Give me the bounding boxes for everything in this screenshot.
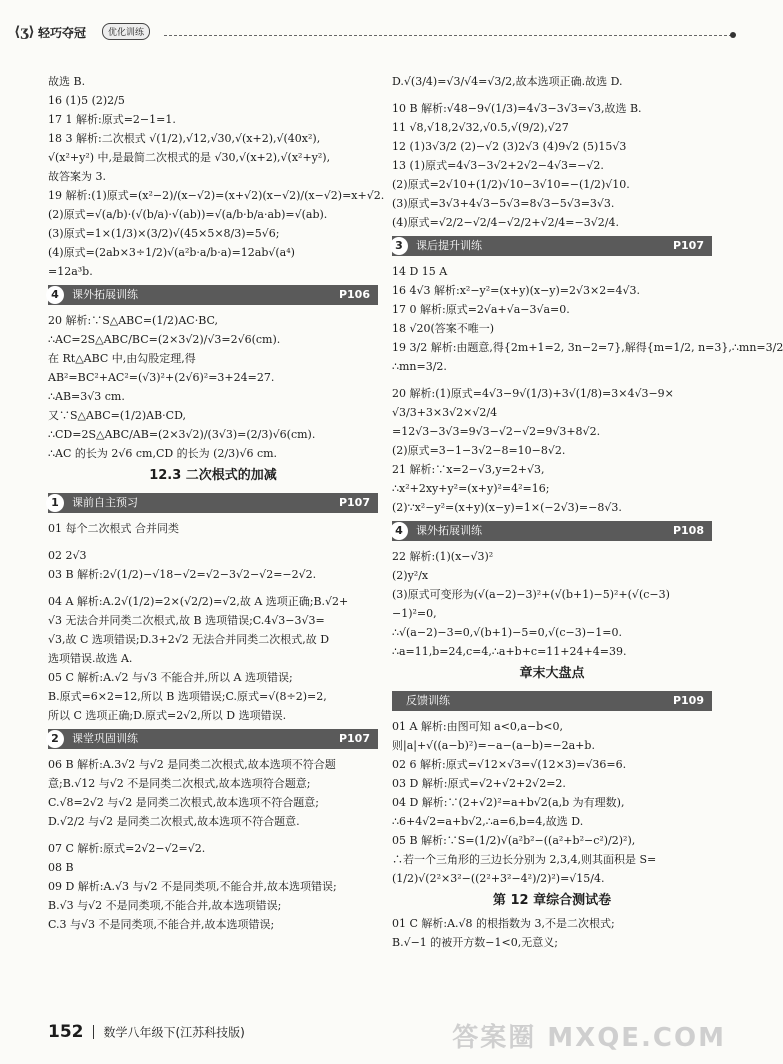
answer-line: 18 3 解析:二次根式 √(1/2),√12,√30,√(x+2),√(40x²), [48, 132, 321, 145]
brand-name: 轻巧夺冠 [38, 26, 87, 40]
section-banner [392, 691, 712, 711]
answer-line: 选项错误.故选 A. [48, 652, 133, 665]
answer-line: ∴AB=3√3 cm. [48, 390, 125, 403]
answer-line: 则|a|+√((a−b)²)=−a−(a−b)=−2a+b. [392, 739, 595, 752]
answer-line: ∴a=11,b=24,c=4,∴a+b+c=11+24+4=39. [392, 645, 627, 658]
answer-line: 所以 C 选项正确;D.原式=2√2,所以 D 选项错误. [48, 709, 287, 722]
answer-line: 11 √8,√18,2√32,√0.5,√(9/2),√27 [392, 121, 569, 134]
answer-line: 07 C 解析:原式=2√2−√2=√2. [48, 842, 206, 855]
answer-line: (4)原式=√2/2−√2/4−√2/2+√2/4=−3√2/4. [392, 216, 619, 229]
answer-line: 17 0 解析:原式=2√a+√a−3√a=0. [392, 303, 570, 316]
header-divider [164, 35, 732, 36]
answer-line: ∴x²+2xy+y²=(x+y)²=4²=16; [392, 482, 550, 495]
answer-line: 21 解析:∵x=2−√3,y=2+√3, [392, 463, 545, 476]
answer-line: =12a³b. [48, 265, 93, 278]
answer-line: 16 (1)5 (2)2/5 [48, 94, 125, 107]
answer-line: 20 解析:∵S△ABC=(1/2)AC·BC, [48, 314, 219, 327]
watermark-logo: 答案圈 MXQE.COM [452, 1023, 726, 1053]
answer-line: 05 B 解析:∵S=(1/2)√(a²b²−((a²+b²−c²)/2)²), [392, 834, 636, 847]
banner-page-ref: P107 [338, 496, 370, 509]
answer-line: 又∵S△ABC=(1/2)AB·CD, [48, 409, 187, 422]
section-banner [392, 521, 712, 541]
left-column [48, 72, 385, 934]
answer-line: 20 解析:(1)原式=4√3−9√(1/3)+3√(1/8)=3×4√3−9× [392, 387, 674, 400]
answer-line: 故选 B. [48, 75, 86, 88]
answer-line: 10 B 解析:√48−9√(1/3)=4√3−3√3=√3,故选 B. [392, 102, 642, 115]
answer-line: 09 D 解析:A.√3 与√2 不是同类项,不能合并,故本选项错误; [48, 880, 337, 893]
section-title: 第 12 章综合测试卷 [492, 893, 612, 908]
answer-line: 01 C 解析:A.√8 的根指数为 3,不是二次根式; [392, 917, 615, 930]
answer-line: (1/2)√(2²×3²−((2²+3²−4²)/2)²)=√15/4. [392, 872, 605, 885]
section-title: 12.3 二次根式的加减 [149, 468, 277, 483]
answer-line: 03 D 解析:原式=√2+√2+2√2=2. [392, 777, 566, 790]
answer-line: 意;B.√12 与√2 不是同类二次根式,故本选项符合题意; [48, 777, 311, 790]
answer-line: C.3 与√3 不是同类项,不能合并,故本选项错误; [48, 918, 275, 931]
answer-line: D.√(3/4)=√3/√4=√3/2,故本选项正确.故选 D. [392, 75, 623, 88]
answer-line: ∴CD=2S△ABC/AB=(2×3√2)/(3√3)=(2/3)√6(cm). [48, 428, 316, 441]
banner-label: 课堂巩固训练 [72, 732, 138, 745]
spacer [48, 584, 378, 592]
answer-line: (2)∵x²−y²=(x+y)(x−y)=1×(−2√3)=−8√3. [392, 501, 622, 514]
answer-line: (4)原式=(2ab×3÷1/2)√(a²b·a/b·a)=12ab√(a⁴) [48, 246, 295, 259]
answer-line: 22 解析:(1)(x−√3)² [392, 550, 494, 563]
answer-line: 08 B [48, 861, 74, 874]
series-tag: 优化训练 [102, 23, 150, 40]
banner-page-ref: P109 [672, 694, 704, 707]
answer-line: (2)原式=3−1−3√2−8=10−8√2. [392, 444, 566, 457]
page-number: 152 [48, 1022, 84, 1042]
answer-line: =12√3−3√3=9√3−√2−√2=9√3+8√2. [392, 425, 601, 438]
banner-page-ref: P106 [338, 288, 370, 301]
section-banner [48, 493, 378, 513]
answer-line: 02 2√3 [48, 549, 87, 562]
banner-label: 课后提升训练 [416, 239, 482, 252]
answer-line: 18 √20(答案不唯一) [392, 322, 495, 335]
banner-label: 反馈训练 [406, 694, 450, 707]
answer-line: ∴√(a−2)−3=0,√(b+1)−5=0,√(c−3)−1=0. [392, 626, 622, 639]
footer-divider [93, 1025, 94, 1039]
section-banner [392, 236, 712, 256]
answer-line: (3)原式可变形为(√(a−2)−3)²+(√(b+1)−5)²+(√(c−3) [392, 588, 670, 601]
section-banner [48, 729, 378, 749]
answer-line: ∴AC 的长为 2√6 cm,CD 的长为 (2/3)√6 cm. [48, 447, 278, 460]
answer-line: ∴mn=3/2. [392, 360, 447, 373]
answer-line: 故答案为 3. [48, 170, 106, 183]
answer-line: 13 (1)原式=4√3−3√2+2√2−4√3=−√2. [392, 159, 604, 172]
answer-line: 06 B 解析:A.3√2 与√2 是同类二次根式,故本选项不符合题 [48, 758, 336, 771]
answer-line: −1)²=0, [392, 607, 437, 620]
answer-line: 在 Rt△ABC 中,由勾股定理,得 [48, 352, 196, 365]
banner-number-badge: 4 [390, 522, 408, 540]
spacer [392, 91, 712, 99]
answer-line: 01 A 解析:由图可知 a<0,a−b<0, [392, 720, 563, 733]
answer-line: ∴若一个三角形的三边长分别为 2,3,4,则其面积是 S= [392, 853, 657, 866]
banner-number-badge: 1 [46, 494, 64, 512]
answer-line: (2)y²/x [392, 569, 429, 582]
answer-line: 04 D 解析:∵(2+√2)²=a+b√2(a,b 为有理数), [392, 796, 625, 809]
answer-line: 19 解析:(1)原式=(x²−2)/(x−√2)=(x+√2)(x−√2)/(x−√2)=x+√2. [48, 189, 385, 202]
answer-line: (3)原式=1×(1/3)×(3/2)√(45×5×8/3)=5√6; [48, 227, 280, 240]
answer-line: C.√8=2√2 与√2 是同类二次根式,故本选项不符合题意; [48, 796, 319, 809]
banner-number-badge: 2 [46, 730, 64, 748]
section-title: 章末大盘点 [519, 666, 585, 681]
spacer [392, 376, 712, 384]
banner-label: 课外拓展训练 [416, 524, 482, 537]
answer-line: B.原式=6×2=12,所以 B 选项错误;C.原式=√(8÷2)=2, [48, 690, 327, 703]
answer-line: 04 A 解析:A.2√(1/2)=2×(√2/2)=√2,故 A 选项正确;B.√2+ [48, 595, 349, 608]
answer-line: √3,故 C 选项错误;D.3+2√2 无法合并同类二次根式,故 D [48, 633, 330, 646]
answer-line: 19 3/2 解析:由题意,得{2m+1=2, 3n−2=7},解得{m=1/2, n=3},∴mn=3/2 [392, 341, 783, 354]
banner-page-ref: P107 [672, 239, 704, 252]
answer-line: (2)原式=2√10+(1/2)√10−3√10=−(1/2)√10. [392, 178, 630, 191]
banner-number-badge: 3 [390, 237, 408, 255]
answer-line: 02 6 解析:原式=√12×√3=√(12×3)=√36=6. [392, 758, 627, 771]
answer-line: B.√−1 的被开方数−1<0,无意义; [392, 936, 558, 949]
brand-logo-icon: ⟨ʒ⟩ [14, 24, 35, 40]
spacer [48, 831, 378, 839]
right-column [392, 72, 783, 952]
answer-line: B.√3 与√2 不是同类项,不能合并,故本选项错误; [48, 899, 282, 912]
banner-label: 课前自主预习 [72, 496, 138, 509]
banner-label: 课外拓展训练 [72, 288, 138, 301]
answer-line: ∴6+4√2=a+b√2,∴a=6,b=4,故选 D. [392, 815, 584, 828]
answer-line: (2)原式=√(a/b)·(√(b/a)·√(ab))=√(a/b·b/a·ab)=√(ab). [48, 208, 328, 221]
book-title: 数学八年级下(江苏科技版) [103, 1025, 245, 1040]
section-banner [48, 285, 378, 305]
answer-line: 17 1 解析:原式=2−1=1. [48, 113, 176, 126]
answer-line: 12 (1)3√3/2 (2)−√2 (3)2√3 (4)9√2 (5)15√3 [392, 140, 627, 153]
answer-line: D.√2/2 与√2 是同类二次根式,故本选项不符合题意. [48, 815, 300, 828]
answer-line: 05 C 解析:A.√2 与√3 不能合并,所以 A 选项错误; [48, 671, 293, 684]
answer-line: 01 每个二次根式 合并同类 [48, 522, 179, 535]
header-dot [730, 32, 736, 38]
answer-line: √3/3+3×3√2×√2/4 [392, 406, 498, 419]
answer-line: √(x²+y²) 中,是最简二次根式的是 √30,√(x+2),√(x²+y²), [48, 151, 331, 164]
answer-line: 16 4√3 解析:x²−y²=(x+y)(x−y)=2√3×2=4√3. [392, 284, 640, 297]
answer-line: 03 B 解析:2√(1/2)−√18−√2=√2−3√2−√2=−2√2. [48, 568, 317, 581]
page-footer [48, 1022, 245, 1046]
banner-page-ref: P108 [672, 524, 704, 537]
answer-line: (3)原式=3√3+4√3−5√3=8√3−5√3=3√3. [392, 197, 615, 210]
answer-line: AB²=BC²+AC²=(√3)²+(2√6)²=3+24=27. [48, 371, 275, 384]
banner-page-ref: P107 [338, 732, 370, 745]
answer-line: √3 无法合并同类二次根式,故 B 选项错误;C.4√3−3√3= [48, 614, 325, 627]
spacer [48, 538, 378, 546]
answer-line: ∴AC=2S△ABC/BC=(2×3√2)/√3=2√6(cm). [48, 333, 281, 346]
answer-line: 14 D 15 A [392, 265, 448, 278]
page-header [14, 8, 736, 48]
banner-number-badge: 4 [46, 286, 64, 304]
